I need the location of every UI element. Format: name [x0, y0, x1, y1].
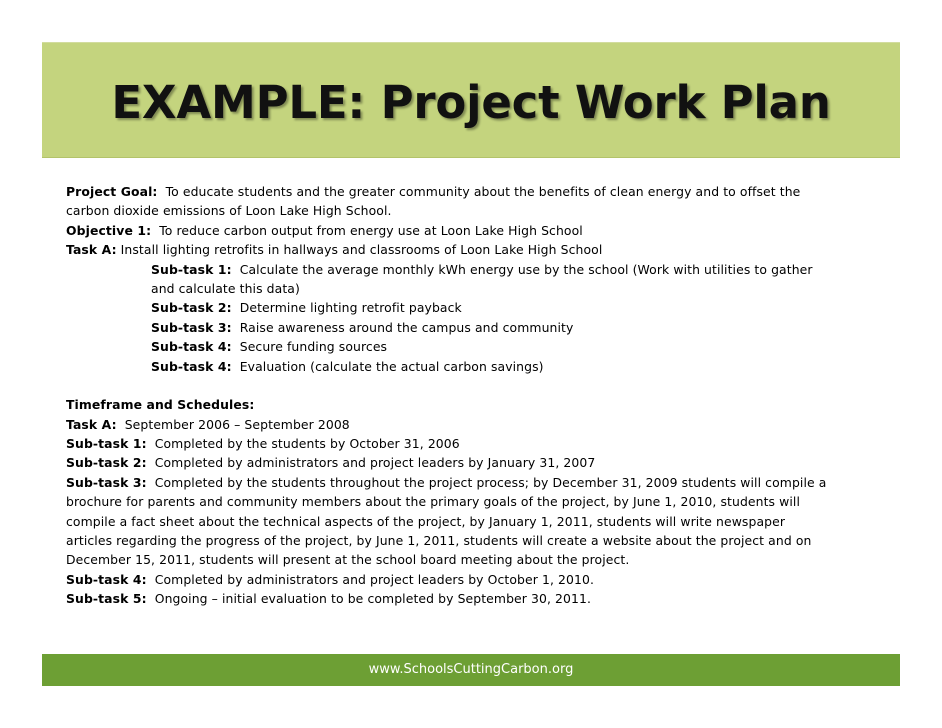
subtask-line-continued — [66, 279, 886, 298]
subtask-text: Raise awareness around the campus and community — [239, 319, 574, 335]
subtask-text: Secure funding sources — [239, 339, 388, 355]
schedule-item — [66, 453, 886, 472]
schedule-item — [66, 434, 886, 453]
schedule-item-text: Completed by administrators and project leaders by January 31, 2007 — [154, 455, 596, 471]
schedule-item-label: Sub-task 1: — [66, 436, 147, 452]
project-goal-text-continued: carbon dioxide emissions of Loon Lake High School. — [66, 203, 392, 219]
task-label: Task A: — [66, 242, 117, 258]
subtask-line — [66, 357, 886, 376]
schedule-item-text: Ongoing – initial evaluation to be completed by September 30, 2011. — [154, 591, 592, 607]
title-banner — [42, 42, 900, 158]
subtask-line — [66, 318, 886, 337]
subtask-text: Calculate the average monthly kWh energy use by the school (Work with utilities to gather — [239, 261, 813, 277]
schedule-task-text: September 2006 – September 2008 — [124, 416, 350, 432]
subtask-text: Evaluation (calculate the actual carbon savings) — [239, 358, 544, 374]
subtask-label: Sub-task 1: — [151, 261, 232, 277]
schedule-item — [66, 473, 886, 492]
task-line — [66, 240, 886, 259]
footer-banner — [42, 654, 900, 686]
schedule-item — [66, 589, 886, 608]
schedule-item-label: Sub-task 3: — [66, 474, 147, 490]
schedule-task-label: Task A: — [66, 416, 117, 432]
subtask-label: Sub-task 3: — [151, 319, 232, 335]
project-goal-text: To educate students and the greater community about the benefits of clean energy and to offset the — [165, 184, 801, 199]
subtask-line — [66, 337, 886, 356]
schedule-item-label: Sub-task 5: — [66, 591, 147, 607]
spacer — [66, 376, 886, 395]
subtask-line — [66, 260, 886, 279]
subtask-line — [66, 298, 886, 317]
objective-text: To reduce carbon output from energy use at Loon Lake High School — [159, 222, 583, 238]
subtask-label: Sub-task 4: — [151, 358, 232, 374]
subtask-text-continued: and calculate this data) — [151, 280, 300, 296]
schedule-item-label: Sub-task 4: — [66, 571, 147, 587]
objective-label: Objective 1: — [66, 222, 152, 238]
subtask-label: Sub-task 4: — [151, 339, 232, 355]
schedule-item-text: Completed by administrators and project leaders by October 1, 2010. — [154, 571, 595, 587]
project-goal-line — [66, 182, 886, 201]
task-text: Install lighting retrofits in hallways and classrooms of Loon Lake High School — [120, 242, 603, 258]
page-title: EXAMPLE: Project Work Plan — [111, 76, 831, 129]
objective-line — [66, 221, 886, 240]
schedule-item-text: Completed by the students throughout the project process; by December 31, 2009 students will compile a — [154, 474, 827, 490]
work-plan-body — [66, 182, 886, 609]
schedule-item-text-continued: compile a fact sheet about the technical aspects of the project, by January 1, 2011, students will write newspaper — [66, 513, 786, 529]
schedule-item-continued — [66, 492, 886, 511]
subtask-label: Sub-task 2: — [151, 300, 232, 316]
schedule-item-continued — [66, 512, 886, 531]
schedule-heading-line — [66, 395, 886, 414]
project-goal-label: Project Goal: — [66, 184, 158, 199]
schedule-item-text-continued: brochure for parents and community members about the primary goals of the project, by June 1, 2010, students will — [66, 494, 801, 510]
schedule-item — [66, 570, 886, 589]
schedule-item-label: Sub-task 2: — [66, 455, 147, 471]
project-goal-line-2 — [66, 201, 886, 220]
footer-url: www.SchoolsCuttingCarbon.org — [368, 662, 574, 677]
schedule-heading: Timeframe and Schedules: — [66, 397, 255, 413]
schedule-item-continued — [66, 550, 886, 569]
schedule-task-line — [66, 415, 886, 434]
subtask-text: Determine lighting retrofit payback — [239, 300, 462, 316]
schedule-item-text-continued: December 15, 2011, students will present at the school board meeting about the project. — [66, 552, 630, 568]
schedule-item-text: Completed by the students by October 31, 2006 — [154, 436, 460, 452]
schedule-item-text-continued: articles regarding the progress of the project, by June 1, 2011, students will create a website about the project and on — [66, 533, 812, 549]
schedule-item-continued — [66, 531, 886, 550]
